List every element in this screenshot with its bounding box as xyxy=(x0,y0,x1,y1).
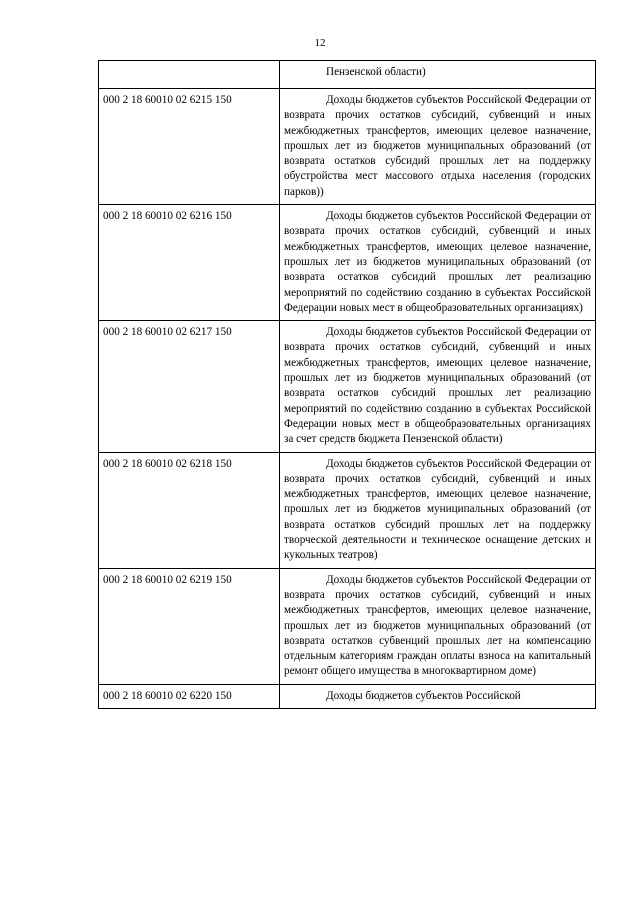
table-row xyxy=(99,452,596,568)
budget-classification-table xyxy=(98,60,596,709)
description-cell: Доходы бюджетов субъектов Российской Федерации от возврата прочих остатков субсидий, субвенций и иных межбюджетных трансфертов, имеющих целевое назначение, прошлых лет из бюджетов муниципальных образований (от возврата остатков субсидий прошлых лет на поддержку обустройства мест массового отдыха населения (городских парков)) xyxy=(280,89,596,205)
budget-code-cell: 000 2 18 60010 02 6215 150 xyxy=(99,89,280,205)
budget-code-cell: 000 2 18 60010 02 6218 150 xyxy=(99,452,280,568)
page-number: 12 xyxy=(314,37,326,49)
table-row xyxy=(99,684,596,708)
budget-code-cell: 000 2 18 60010 02 6217 150 xyxy=(99,321,280,452)
table-row xyxy=(99,205,596,321)
table-row xyxy=(99,568,596,684)
budget-code-cell xyxy=(99,61,280,89)
table-row xyxy=(99,61,596,89)
description-cell: Доходы бюджетов субъектов Российской Федерации от возврата прочих остатков субсидий, субвенций и иных межбюджетных трансфертов, имеющих целевое назначение, прошлых лет из бюджетов муниципальных образований (от возврата остатков субсидий прошлых лет на поддержку творческой деятельности и техническое оснащение детских и кукольных театров) xyxy=(280,452,596,568)
budget-code-cell: 000 2 18 60010 02 6219 150 xyxy=(99,568,280,684)
budget-code-cell: 000 2 18 60010 02 6216 150 xyxy=(99,205,280,321)
description-cell: Доходы бюджетов субъектов Российской xyxy=(280,684,596,708)
description-cell: Доходы бюджетов субъектов Российской Федерации от возврата прочих остатков субсидий, субвенций и иных межбюджетных трансфертов, имеющих целевое назначение, прошлых лет из бюджетов муниципальных образований (от возврата остатков субсидий прошлых лет реализацию мероприятий по содействию созданию в субъектах Российской Федерации новых мест в общеобразовательных организациях) xyxy=(280,205,596,321)
budget-code-cell: 000 2 18 60010 02 6220 150 xyxy=(99,684,280,708)
description-cell: Доходы бюджетов субъектов Российской Федерации от возврата прочих остатков субсидий, субвенций и иных межбюджетных трансфертов, имеющих целевое назначение, прошлых лет из бюджетов муниципальных образований (от возврата остатков субсидий прошлых лет реализацию мероприятий по содействию созданию в субъектах Российской Федерации новых мест в общеобразовательных организациях за счет средств бюджета Пензенской области) xyxy=(280,321,596,452)
description-cell: Пензенской области) xyxy=(280,61,596,89)
description-cell: Доходы бюджетов субъектов Российской Федерации от возврата прочих остатков субсидий, субвенций и иных межбюджетных трансфертов, имеющих целевое назначение, прошлых лет из бюджетов муниципальных образований (от возврата остатков субвенций прошлых лет на компенсацию отдельным категориям граждан оплаты взноса на капитальный ремонт общего имущества в многоквартирном доме) xyxy=(280,568,596,684)
table-row xyxy=(99,321,596,452)
table-row xyxy=(99,89,596,205)
